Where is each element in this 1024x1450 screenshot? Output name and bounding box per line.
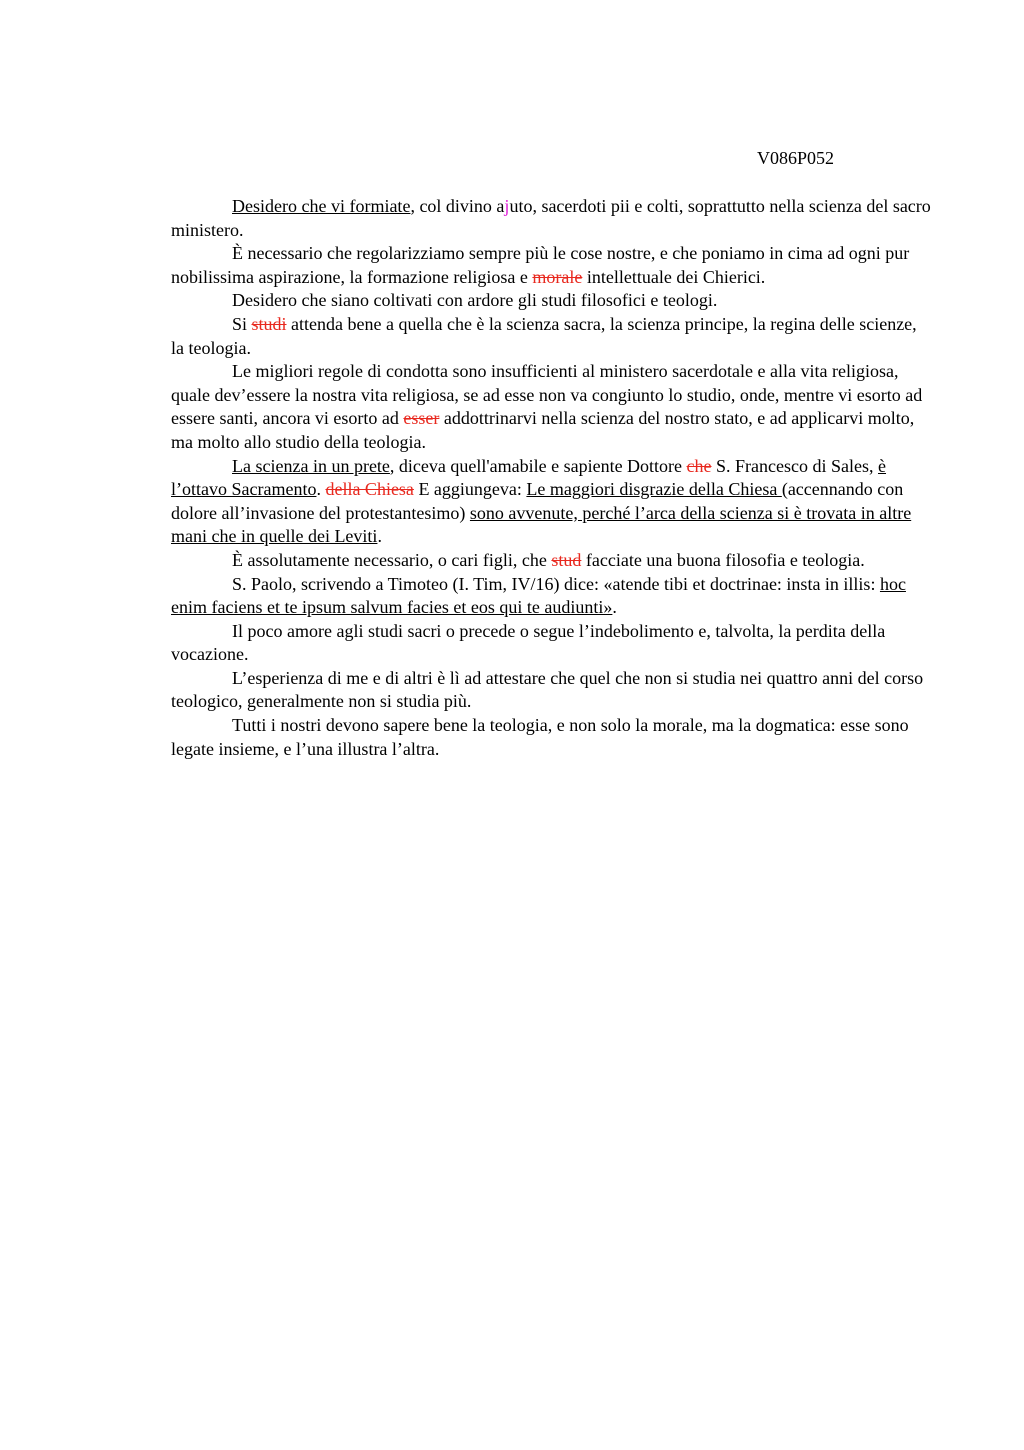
- page-identifier: V086P052: [757, 148, 835, 168]
- text-run: S. Paolo, scrivendo a Timoteo (I. Tim, IV/16) dice: «atende tibi et doctrinae: insta in illis:: [232, 573, 880, 594]
- text-run: intellettuale dei Chierici.: [582, 266, 766, 287]
- text-run: (accennando con dolore all’invasione del protestantesimo): [171, 479, 904, 523]
- text-run: L’esperienza di me e di altri è lì ad attestare che quel che non si studia nei quattro anni del corso teologico, generalmente non si studia più.: [171, 667, 924, 712]
- text-run: .: [612, 597, 617, 618]
- text-run: E aggiungeva:: [413, 479, 527, 500]
- paragraph: [171, 360, 931, 454]
- paragraph: [171, 313, 931, 360]
- text-run: Desidero che siano coltivati con ardore gli studi filosofici e teologi.: [232, 290, 718, 311]
- document-body: [171, 195, 931, 761]
- text-run: Il poco amore agli studi sacri o precede o segue l’indebolimento e, talvolta, la perdita della vocazione.: [171, 620, 886, 665]
- deleted-text: morale: [532, 266, 583, 287]
- deleted-text: che: [686, 455, 712, 476]
- deleted-text: della Chiesa: [325, 479, 414, 500]
- paragraph: [171, 667, 931, 714]
- text-run: , col divino a: [410, 196, 505, 216]
- paragraph: [171, 242, 931, 289]
- underlined-text: hoc enim faciens et te ipsum salvum facies et eos qui te audiunti»: [171, 573, 906, 618]
- paragraph: [171, 573, 931, 620]
- paragraph: [171, 455, 931, 549]
- text-run: attenda bene a quella che è la scienza sacra, la scienza principe, la regina delle scienze, la teologia.: [171, 313, 917, 358]
- underlined-text: La scienza in un prete: [232, 455, 390, 476]
- paragraph: [171, 289, 931, 313]
- paragraph: [171, 714, 931, 761]
- text-run: , diceva quell'amabile e sapiente Dottore: [389, 455, 687, 476]
- deleted-text: studi: [251, 313, 287, 334]
- text-run: .: [316, 479, 326, 500]
- inserted-text: j: [504, 196, 510, 216]
- paragraph: [171, 549, 931, 573]
- paragraph: [171, 620, 931, 667]
- underlined-text: sono avvenute, perché l’arca della scienza si è trovata in altre mani che in quelle dei Leviti: [171, 502, 912, 547]
- text-run: facciate una buona filosofia e teologia.: [581, 549, 865, 570]
- text-run: Le migliori regole di condotta sono insufficienti al ministero sacerdotale e alla vita religiosa, quale dev’essere la nostra vita religiosa, se ad esse non va congiunto lo studio, onde, mentre vi esorto ad essere santi, ancora vi esorto ad: [171, 361, 923, 429]
- underlined-text: è l’ottavo Sacramento: [171, 455, 887, 500]
- text-run: Si: [232, 313, 252, 334]
- text-run: S. Francesco di Sales,: [711, 455, 879, 476]
- deleted-text: stud: [551, 549, 582, 570]
- text-run: È assolutamente necessario, o cari figli, che: [232, 549, 552, 570]
- underlined-text: Desidero che vi formiate: [232, 196, 411, 216]
- deleted-text: esser: [403, 408, 440, 429]
- underlined-text: Le maggiori disgrazie della Chiesa: [526, 479, 782, 500]
- text-run: uto, sacerdoti pii e colti, soprattutto nella scienza del sacro ministero.: [171, 196, 931, 240]
- text-run: addottrinarvi nella scienza del nostro stato, e ad applicarvi molto, ma molto allo studio della teologia.: [171, 408, 915, 452]
- text-run: .: [377, 526, 382, 547]
- text-run: È necessario che regolarizziamo sempre più le cose nostre, e che poniamo in cima ad ogni pur nobilissima aspirazione, la formazione religiosa e: [171, 243, 910, 287]
- paragraph: [171, 195, 931, 242]
- text-run: Tutti i nostri devono sapere bene la teologia, e non solo la morale, ma la dogmatica: esse sono legate insieme, e l’una illustra l’altra.: [171, 715, 909, 759]
